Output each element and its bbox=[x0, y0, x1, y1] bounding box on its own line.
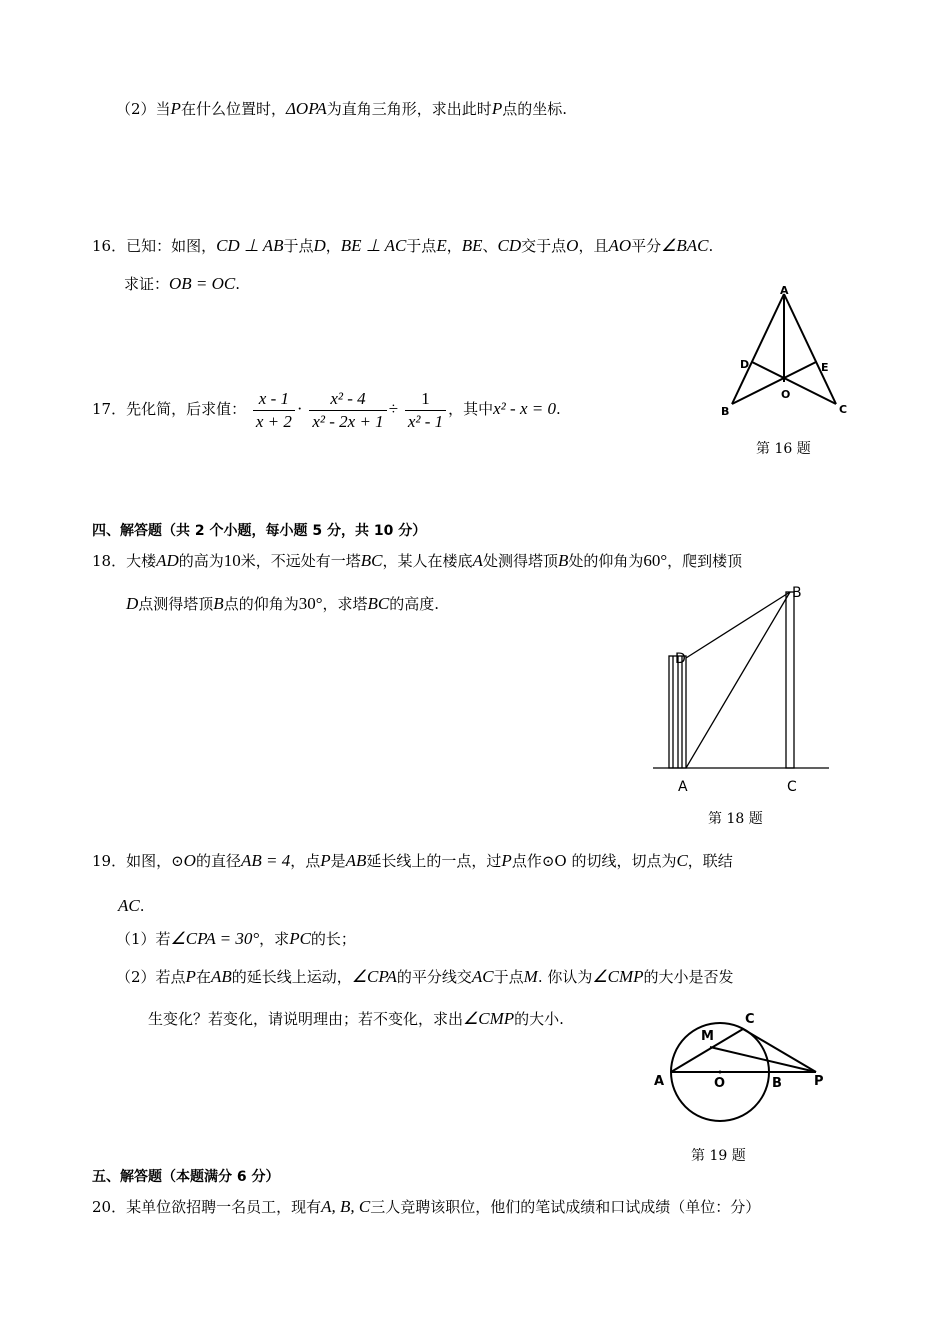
label-c: C bbox=[787, 779, 797, 795]
label-e: E bbox=[821, 361, 829, 374]
label-m: M bbox=[701, 1029, 714, 1044]
fraction-1: $\frac{x - 1}{x + 2}$ bbox=[253, 388, 295, 433]
label-d: D bbox=[675, 651, 686, 667]
label-p: P bbox=[814, 1074, 824, 1089]
label-c: C bbox=[839, 403, 848, 416]
fraction-2: $\frac{\text{x² - 4}}{\text{x² - 2x + 1}}$ bbox=[309, 388, 386, 433]
label-a: A bbox=[678, 779, 688, 795]
q19-part2-cont: 生变化？若变化，请说明理由；若不变化，求出∠CMP的大小. bbox=[148, 1009, 564, 1028]
q20-line1: 20．某单位欲招聘一名员工，现有A, B, C三人竞聘该职位，他们的笔试成绩和口试成绩（单位：分） bbox=[92, 1197, 761, 1216]
q18-line1: 18．大楼AD的高为10米，不远处有一塔BC，某人在楼底A处测得塔顶B处的仰角为60°，爬到楼顶 bbox=[92, 551, 743, 570]
label-o: O bbox=[781, 388, 791, 401]
label-a: A bbox=[654, 1074, 665, 1089]
q19-part1: （1）若∠CPA = 30°，求PC的长； bbox=[116, 929, 356, 948]
q18-figure bbox=[645, 582, 845, 802]
label-b: B bbox=[721, 405, 730, 418]
section-4-heading: 四、解答题（共 2 个小题，每小题 5 分，共 10 分） bbox=[92, 523, 427, 539]
section-5-heading: 五、解答题（本题满分 6 分） bbox=[92, 1169, 280, 1185]
q19-figure bbox=[648, 1005, 828, 1150]
label-a: A bbox=[780, 284, 789, 297]
q18-line2: D点测得塔顶B点的仰角为30°，求塔BC的高度. bbox=[126, 594, 440, 613]
q17-statement: 17．先化简，后求值： $\frac{x - 1}{x + 2}$ · $\frac{\text{x² - 4}}{\text{x² - 2x + 1}}$ ÷ $\frac{1}{\text{x² - 1}}$ ，其中x² - x = 0. bbox=[92, 388, 561, 431]
q16-caption: 第 16 题 bbox=[756, 441, 811, 457]
q19-line2: AC. bbox=[118, 896, 145, 915]
label-c: C bbox=[745, 1012, 755, 1027]
q19-caption: 第 19 题 bbox=[691, 1148, 746, 1164]
fraction-3: $\frac{1}{\text{x² - 1}}$ bbox=[405, 388, 446, 433]
q16-statement: 16．已知：如图，CD ⊥ AB于点D，BE ⊥ AC于点E，BE、CD交于点O，且AO平分∠BAC. bbox=[92, 236, 714, 255]
label-b: B bbox=[792, 585, 802, 601]
q19-line1: 19．如图，⊙O的直径AB = 4，点P是AB延长线上的一点，过P点作⊙O 的切线，切点为C，联结 bbox=[92, 851, 733, 870]
label-o: O bbox=[714, 1076, 726, 1091]
q16-prove: 求证：OB = OC. bbox=[124, 274, 241, 293]
q16-figure bbox=[715, 282, 855, 422]
label-d: D bbox=[740, 358, 750, 371]
label-b: B bbox=[772, 1076, 782, 1091]
q15-part2: （2）当P在什么位置时，ΔOPA为直角三角形，求出此时P点的坐标. bbox=[116, 99, 567, 118]
q18-caption: 第 18 题 bbox=[708, 811, 763, 827]
q19-part2: （2）若点P在AB的延长线上运动，∠CPA的平分线交AC于点M. 你认为∠CMP的大小是否发 bbox=[116, 967, 734, 986]
